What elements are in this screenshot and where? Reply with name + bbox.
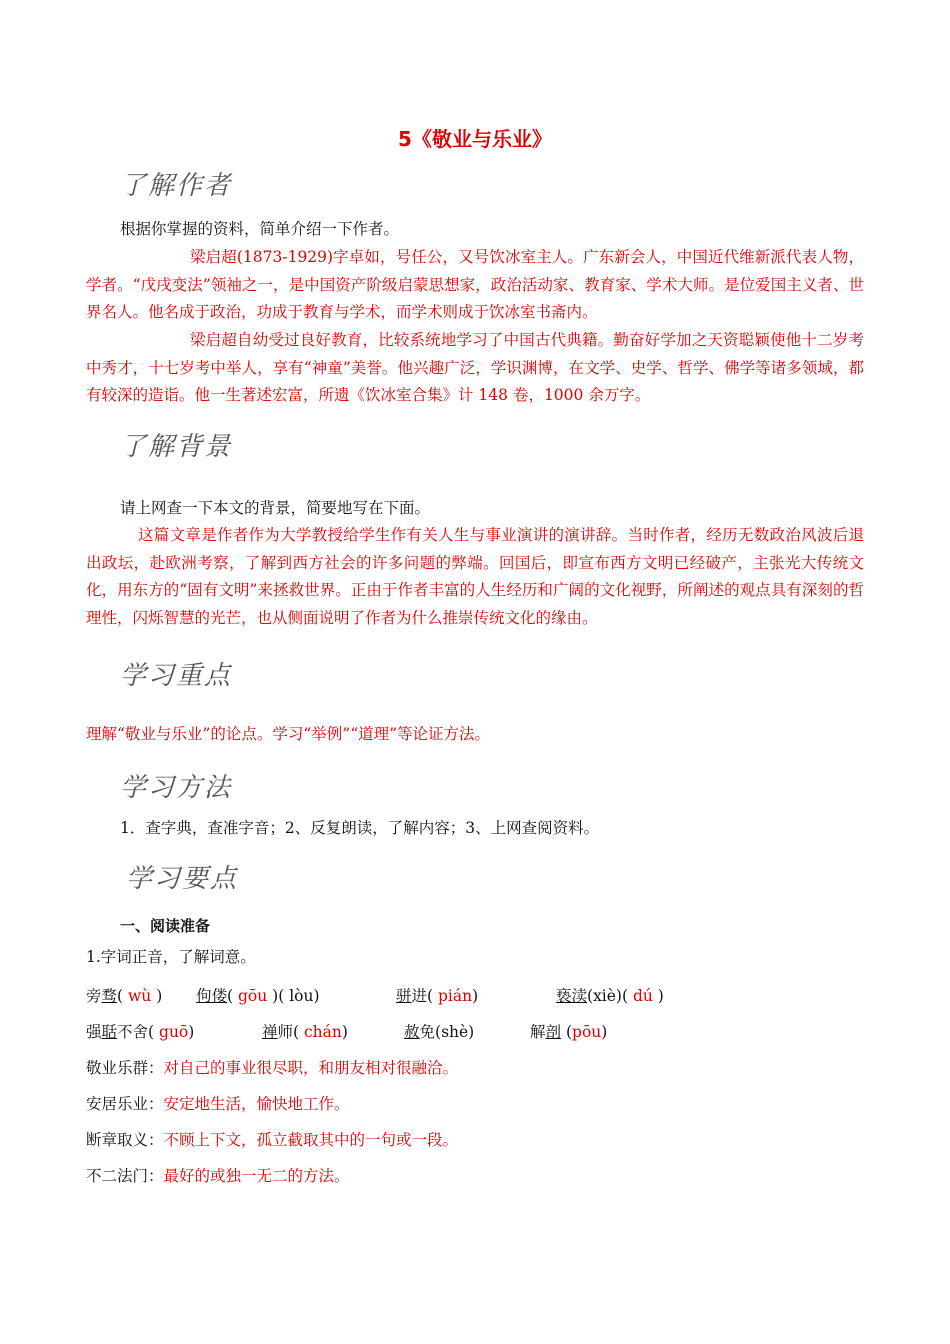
pinyin-entry: 禅师( chán) <box>262 1023 348 1041</box>
prep-heading: 一、阅读准备 <box>120 917 211 935</box>
pinyin-entry: 赦免(shè) <box>404 1023 475 1041</box>
prep-item: 1.字词正音，了解词意。 <box>86 948 256 966</box>
pinyin-entry: 旁骛( wù ) <box>86 987 163 1005</box>
pinyin-entry: 强聒不舍( guō) <box>86 1023 195 1041</box>
pinyin-entry: 佝偻( gōu )( lòu) <box>196 987 320 1005</box>
points-heading: 学习要点 <box>126 864 239 894</box>
vocab-item: 不二法门：最好的或独一无二的方法。 <box>86 1167 350 1185</box>
author-prompt: 根据你掌握的资料，简单介绍一下作者。 <box>120 220 400 238</box>
author-paragraph-1: 梁启超(1873-1929)字卓如，号任公，又号饮冰室主人。广东新会人，中国近代维新派代表人物，学者。“戊戌变法”领袖之一，是中国资产阶级启蒙思想家，政治活动家、教育家、学术大师。是位爱国主义者、世界名人。他名成于政治，功成于教育与学术，而学术则成于饮冰室书斋内。 <box>86 248 864 322</box>
author-paragraph-2: 梁启超自幼受过良好教育，比较系统地学习了中国古代典籍。勤奋好学加之天资聪颖使他十二岁考中秀才，十七岁考中举人，享有“神童”美誉。他兴趣广泛，学识渊博，在文学、史学、哲学、佛学等诸多领域，都有较深的造诣。他一生著述宏富，所遗《饮冰室合集》计 148 卷，1000 余万字。 <box>86 331 864 405</box>
vocab-item: 断章取义：不顾上下文，孤立截取其中的一句或一段。 <box>86 1131 459 1149</box>
vocab-item: 敬业乐群：对自己的事业很尽职，和朋友相对很融洽。 <box>86 1059 459 1077</box>
method-heading: 学习方法 <box>120 773 233 803</box>
page-title: 5《敬业与乐业》 <box>398 127 552 151</box>
background-heading: 了解背景 <box>120 432 233 462</box>
background-paragraph: 这篇文章是作者作为大学教授给学生作有关人生与事业演讲的演讲辞。当时作者，经历无数政治风波后退出政坛，赴欧洲考察，了解到西方社会的许多问题的弊端。回国后，即宣布西方文明已经破产，主张光大传统文化，用东方的“固有文明”来拯救世界。正由于作者丰富的人生经历和广阔的文化视野，所阐述的观点具有深刻的哲理性，闪烁智慧的光芒，也从侧面说明了作者为什么推崇传统文化的缘由。 <box>86 526 864 627</box>
focus-heading: 学习重点 <box>120 661 233 691</box>
focus-text: 理解“敬业与乐业”的论点。学习“举例”“道理”等论证方法。 <box>86 725 491 743</box>
author-heading: 了解作者 <box>120 171 233 201</box>
background-prompt: 请上网查一下本文的背景，简要地写在下面。 <box>120 499 431 517</box>
vocab-item: 安居乐业：安定地生活，愉快地工作。 <box>86 1095 350 1113</box>
method-text: 1．查字典，查准字音；2、反复朗读，了解内容；3、上网查阅资料。 <box>120 819 600 837</box>
pinyin-entry: 骈进( pián) <box>396 987 479 1005</box>
pinyin-entry: 亵渎(xiè)( dú ) <box>556 987 664 1005</box>
pinyin-entry: 解剖 (pōu) <box>530 1023 608 1041</box>
